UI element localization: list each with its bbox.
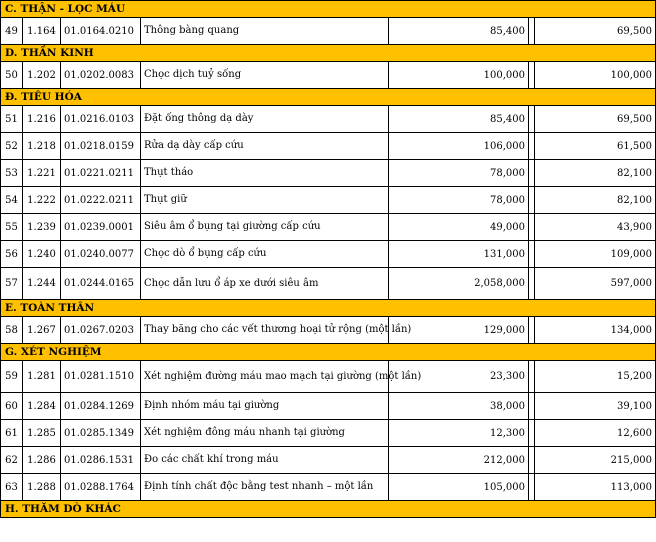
row-name: Thông bàng quang <box>141 18 389 45</box>
row-tt: 1.221 <box>23 160 61 187</box>
row-code: 01.0202.0083 <box>61 62 141 89</box>
section-title: C. THẬN - LỌC MÁU <box>1 1 656 18</box>
row-stt: 53 <box>1 160 23 187</box>
row-code: 01.0164.0210 <box>61 18 141 45</box>
table-row <box>1 18 656 45</box>
table-row <box>1 187 656 214</box>
row-tt: 1.202 <box>23 62 61 89</box>
row-tt: 1.222 <box>23 187 61 214</box>
row-price1: 49,000 <box>389 214 529 241</box>
row-price2: 82,100 <box>535 187 656 214</box>
section-header <box>1 1 656 18</box>
row-name: Đo các chất khí trong máu <box>141 447 389 474</box>
row-name: Rửa dạ dày cấp cứu <box>141 133 389 160</box>
row-tt: 1.239 <box>23 214 61 241</box>
row-tt: 1.284 <box>23 393 61 420</box>
table-row <box>1 106 656 133</box>
table-row <box>1 361 656 393</box>
table-row <box>1 268 656 300</box>
row-name: Xét nghiệm đông máu nhanh tại giường <box>141 420 389 447</box>
row-price2: 82,100 <box>535 160 656 187</box>
row-code: 01.0244.0165 <box>61 268 141 300</box>
table-row <box>1 241 656 268</box>
row-tt: 1.240 <box>23 241 61 268</box>
section-header <box>1 300 656 317</box>
row-price2: 113,000 <box>535 474 656 501</box>
row-stt: 57 <box>1 268 23 300</box>
table-row <box>1 420 656 447</box>
row-stt: 61 <box>1 420 23 447</box>
row-tt: 1.216 <box>23 106 61 133</box>
row-code: 01.0221.0211 <box>61 160 141 187</box>
row-name: Chọc dịch tuỷ sống <box>141 62 389 89</box>
row-name: Siêu âm ổ bụng tại giường cấp cứu <box>141 214 389 241</box>
row-price2: 134,000 <box>535 317 656 344</box>
row-stt: 60 <box>1 393 23 420</box>
row-price1: 2,058,000 <box>389 268 529 300</box>
row-price2: 39,100 <box>535 393 656 420</box>
row-tt: 1.286 <box>23 447 61 474</box>
row-price1: 12,300 <box>389 420 529 447</box>
row-price1: 38,000 <box>389 393 529 420</box>
row-stt: 58 <box>1 317 23 344</box>
row-stt: 52 <box>1 133 23 160</box>
row-tt: 1.164 <box>23 18 61 45</box>
section-header <box>1 501 656 518</box>
row-name: Định nhóm máu tại giường <box>141 393 389 420</box>
row-stt: 59 <box>1 361 23 393</box>
row-price1: 85,400 <box>389 18 529 45</box>
row-tt: 1.244 <box>23 268 61 300</box>
row-tt: 1.218 <box>23 133 61 160</box>
row-stt: 54 <box>1 187 23 214</box>
row-stt: 55 <box>1 214 23 241</box>
row-code: 01.0267.0203 <box>61 317 141 344</box>
row-tt: 1.285 <box>23 420 61 447</box>
row-price1: 106,000 <box>389 133 529 160</box>
row-name: Thay băng cho các vết thương hoại tử rộng (một lần) <box>141 317 389 344</box>
table-row <box>1 133 656 160</box>
row-price2: 215,000 <box>535 447 656 474</box>
table-row <box>1 393 656 420</box>
row-price2: 69,500 <box>535 106 656 133</box>
row-stt: 49 <box>1 18 23 45</box>
row-code: 01.0288.1764 <box>61 474 141 501</box>
row-price2: 109,000 <box>535 241 656 268</box>
row-price2: 12,600 <box>535 420 656 447</box>
row-name: Chọc dò ổ bụng cấp cứu <box>141 241 389 268</box>
row-price2: 43,900 <box>535 214 656 241</box>
row-code: 01.0281.1510 <box>61 361 141 393</box>
section-title: D. THẦN KINH <box>1 45 656 62</box>
row-stt: 50 <box>1 62 23 89</box>
row-code: 01.0284.1269 <box>61 393 141 420</box>
row-name: Thụt tháo <box>141 160 389 187</box>
table-row <box>1 447 656 474</box>
table-row <box>1 160 656 187</box>
row-tt: 1.267 <box>23 317 61 344</box>
section-header <box>1 89 656 106</box>
row-stt: 51 <box>1 106 23 133</box>
section-header <box>1 45 656 62</box>
row-tt: 1.281 <box>23 361 61 393</box>
table-row <box>1 214 656 241</box>
row-name: Đặt ống thông dạ dày <box>141 106 389 133</box>
row-code: 01.0286.1531 <box>61 447 141 474</box>
row-price2: 597,000 <box>535 268 656 300</box>
row-price1: 78,000 <box>389 187 529 214</box>
row-price1: 78,000 <box>389 160 529 187</box>
row-code: 01.0285.1349 <box>61 420 141 447</box>
section-header <box>1 344 656 361</box>
row-price2: 61,500 <box>535 133 656 160</box>
row-price1: 212,000 <box>389 447 529 474</box>
table-row <box>1 474 656 501</box>
row-price1: 129,000 <box>389 317 529 344</box>
table-row <box>1 317 656 344</box>
row-tt: 1.288 <box>23 474 61 501</box>
row-code: 01.0222.0211 <box>61 187 141 214</box>
row-price1: 100,000 <box>389 62 529 89</box>
row-code: 01.0218.0159 <box>61 133 141 160</box>
section-title: G. XÉT NGHIỆM <box>1 344 656 361</box>
section-title: E. TOÀN THÂN <box>1 300 656 317</box>
row-price2: 100,000 <box>535 62 656 89</box>
row-code: 01.0240.0077 <box>61 241 141 268</box>
section-title: Đ. TIÊU HÓA <box>1 89 656 106</box>
row-price2: 15,200 <box>535 361 656 393</box>
row-name: Định tính chất độc bằng test nhanh – một lần <box>141 474 389 501</box>
row-name: Xét nghiệm đường máu mao mạch tại giường (một lần) <box>141 361 389 393</box>
row-code: 01.0239.0001 <box>61 214 141 241</box>
table-row <box>1 62 656 89</box>
row-stt: 62 <box>1 447 23 474</box>
row-name: Thụt giữ <box>141 187 389 214</box>
row-code: 01.0216.0103 <box>61 106 141 133</box>
row-stt: 56 <box>1 241 23 268</box>
row-price1: 23,300 <box>389 361 529 393</box>
section-title: H. THĂM DÒ KHÁC <box>1 501 656 518</box>
row-price2: 69,500 <box>535 18 656 45</box>
row-price1: 85,400 <box>389 106 529 133</box>
row-price1: 131,000 <box>389 241 529 268</box>
row-price1: 105,000 <box>389 474 529 501</box>
row-stt: 63 <box>1 474 23 501</box>
row-name: Chọc dẫn lưu ổ áp xe dưới siêu âm <box>141 268 389 300</box>
